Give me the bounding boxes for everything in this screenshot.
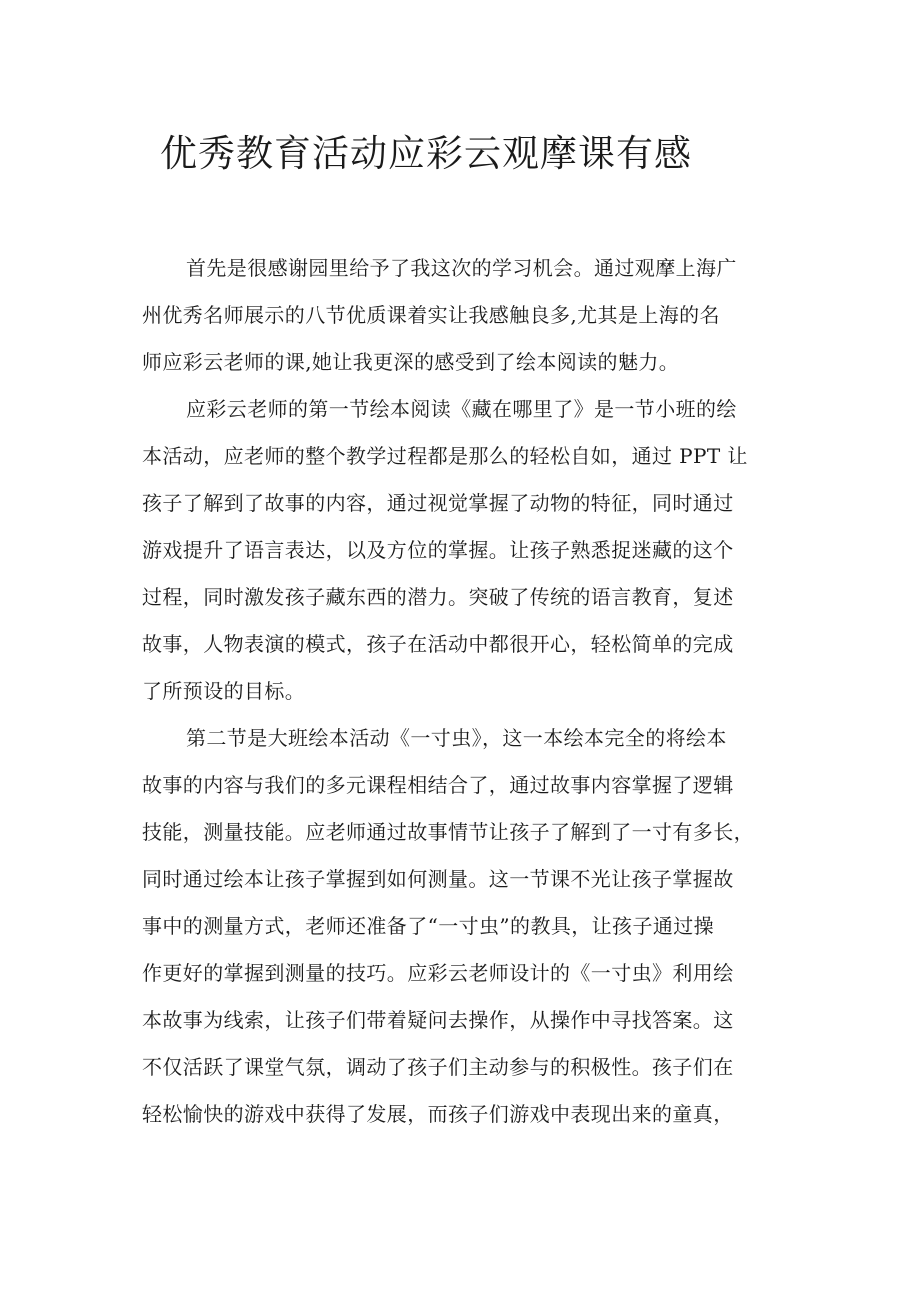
paragraph-3-line-7: 本故事为线索，让孩子们带着疑问去操作，从操作中寻找答案。这 bbox=[142, 1008, 734, 1032]
paragraph-2-line-6: 故事，人物表演的模式，孩子在活动中都很开心，轻松简单的完成 bbox=[142, 632, 734, 656]
paragraph-2-line-3: 孩子了解到了故事的内容，通过视觉掌握了动物的特征，同时通过 bbox=[142, 491, 734, 515]
paragraph-1-line-1: 首先是很感谢园里给予了我这次的学习机会。通过观摩上海广 bbox=[186, 256, 737, 280]
paragraph-3-line-8: 不仅活跃了课堂气氛，调动了孩子们主动参与的积极性。孩子们在 bbox=[142, 1055, 734, 1079]
paragraph-2-line-5: 过程，同时激发孩子藏东西的潜力。突破了传统的语言教育，复述 bbox=[142, 585, 734, 609]
paragraph-3-line-4: 同时通过绘本让孩子掌握到如何测量。这一节课不光让孩子掌握故 bbox=[142, 867, 734, 891]
paragraph-2-line-1: 应彩云老师的第一节绘本阅读《藏在哪里了》是一节小班的绘 bbox=[186, 397, 737, 421]
paragraph-2-line-4: 游戏提升了语言表达，以及方位的掌握。让孩子熟悉捉迷藏的这个 bbox=[142, 538, 734, 562]
paragraph-3-line-6: 作更好的掌握到测量的技巧。应彩云老师设计的《一寸虫》利用绘 bbox=[142, 961, 734, 985]
paragraph-2-line-2: 本活动，应老师的整个教学过程都是那么的轻松自如，通过 PPT 让 bbox=[142, 444, 748, 468]
paragraph-1-line-3: 师应彩云老师的课,她让我更深的感受到了绘本阅读的魅力。 bbox=[142, 350, 680, 374]
page-title: 优秀教育活动应彩云观摩课有感 bbox=[160, 132, 692, 175]
paragraph-1-line-2: 州优秀名师展示的八节优质课着实让我感触良多,尤其是上海的名 bbox=[142, 303, 720, 327]
paragraph-2-line-7: 了所预设的目标。 bbox=[142, 679, 306, 703]
paragraph-3-line-1: 第二节是大班绘本活动《一寸虫》，这一本绘本完全的将绘本 bbox=[186, 726, 727, 750]
paragraph-3-line-5: 事中的测量方式，老师还准备了“一寸虫”的教具，让孩子通过操 bbox=[142, 914, 715, 938]
paragraph-3-line-2: 故事的内容与我们的多元课程相结合了，通过故事内容掌握了逻辑 bbox=[142, 773, 734, 797]
paragraph-3-line-3: 技能，测量技能。应老师通过故事情节让孩子了解到了一寸有多长， bbox=[142, 820, 754, 844]
paragraph-3-line-9: 轻松愉快的游戏中获得了发展，而孩子们游戏中表现出来的童真， bbox=[142, 1102, 734, 1126]
